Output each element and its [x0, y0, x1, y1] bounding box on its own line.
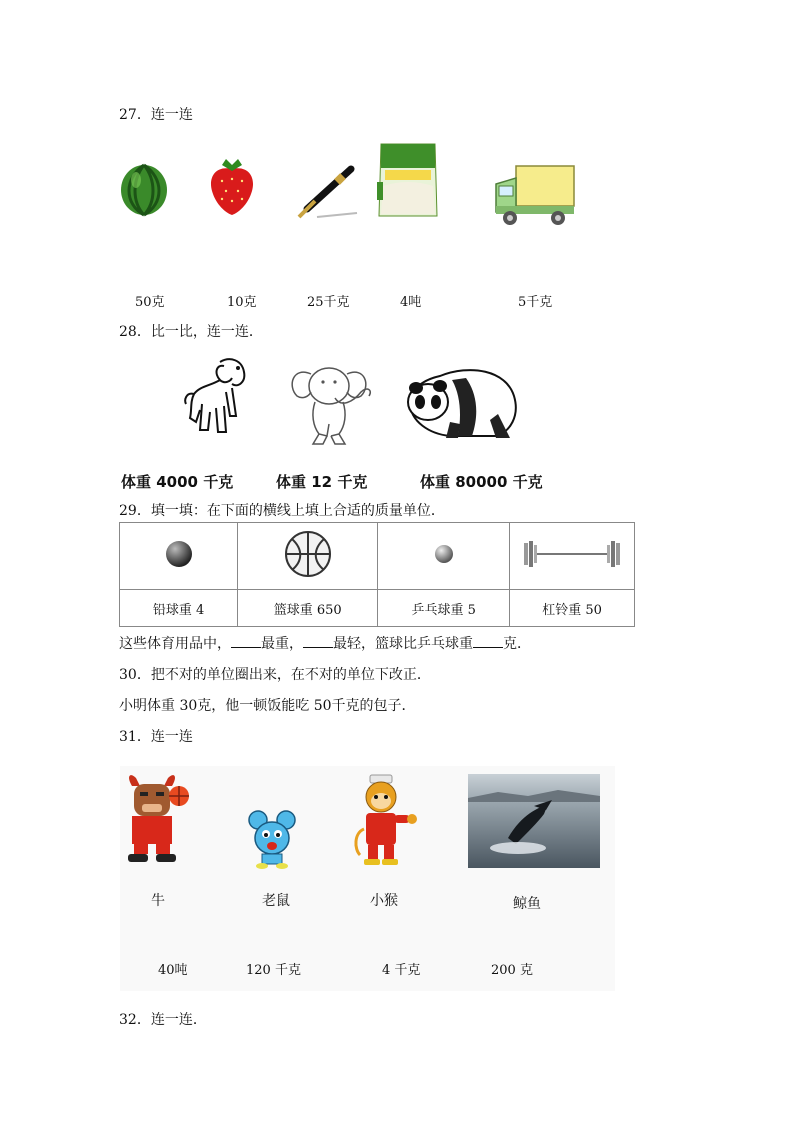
truck-icon [492, 160, 578, 228]
q27-label-4: 4吨 [400, 295, 422, 310]
dog-icon [180, 352, 252, 436]
q27-label-5: 5千克 [518, 295, 553, 310]
q28-label-1: 体重 4000 千克 [121, 473, 234, 491]
ping-pong-cell [378, 523, 510, 590]
rice-bag-icon [375, 138, 441, 222]
q29-sentence [119, 633, 531, 653]
q29-sentence-part-3: 最轻，篮球比乒乓球重 [333, 636, 473, 652]
mouse-icon [246, 808, 298, 870]
q29-sentence-part-2: 最重， [261, 636, 303, 652]
basketball-cell [238, 523, 378, 590]
basketball-text: 篮球重 650 [238, 590, 378, 627]
barbell-text: 杠铃重 50 [510, 590, 635, 627]
shot-put-text: 铅球重 4 [120, 590, 238, 627]
monkey-icon [350, 773, 420, 869]
q31-weight-3: 4 千克 [382, 963, 421, 978]
q31-title: 31．连一连 [119, 729, 193, 745]
q28-title: 28．比一比，连一连． [119, 324, 263, 340]
ping-pong-text: 乒乓球重 5 [378, 590, 510, 627]
elephant-icon [283, 352, 379, 450]
strawberry-icon [208, 155, 256, 217]
barbell-icon [520, 539, 624, 569]
q27-label-2: 10克 [227, 295, 257, 310]
q30-title: 30．把不对的单位圈出来，在不对的单位下改正． [119, 667, 431, 683]
whale-photo [468, 774, 600, 868]
q28-label-3: 体重 80000 千克 [420, 473, 543, 491]
q30-text: 小明体重 30克，他一顿饭能吃 50千克的包子． [119, 698, 416, 714]
q32-title: 32．连一连． [119, 1012, 207, 1028]
q29-blank-heaviest[interactable] [231, 635, 261, 648]
shot-put-icon [164, 539, 194, 569]
q29-blank-lightest[interactable] [303, 635, 333, 648]
q29-title: 29．填一填：在下面的横线上填上合适的质量单位． [119, 503, 445, 519]
shot-put-cell [120, 523, 238, 590]
q29-sentence-part-4: 克． [503, 636, 531, 652]
q27-label-3: 25千克 [307, 295, 350, 310]
q31-name-4: 鲸鱼 [513, 896, 541, 912]
q31-name-3: 小猴 [370, 893, 398, 909]
q29-sentence-part-1: 这些体育用品中， [119, 636, 231, 652]
q31-weight-4: 200 克 [491, 963, 533, 978]
q29-blank-difference[interactable] [473, 635, 503, 648]
q27-title: 27．连一连 [119, 107, 193, 123]
q31-name-2: 老鼠 [262, 893, 290, 909]
q28-label-2: 体重 12 千克 [276, 473, 368, 491]
q31-name-1: 牛 [151, 893, 165, 909]
q31-weight-2: 120 千克 [246, 963, 301, 978]
pen-icon [293, 163, 359, 221]
q31-weight-1: 40吨 [158, 963, 188, 978]
ping-pong-ball-icon [433, 543, 455, 565]
barbell-cell [510, 523, 635, 590]
panda-icon [400, 362, 524, 440]
sports-table [119, 522, 635, 627]
q27-label-1: 50克 [135, 295, 165, 310]
watermelon-icon [118, 160, 172, 220]
basketball-icon [283, 529, 333, 579]
ox-icon [122, 770, 192, 866]
